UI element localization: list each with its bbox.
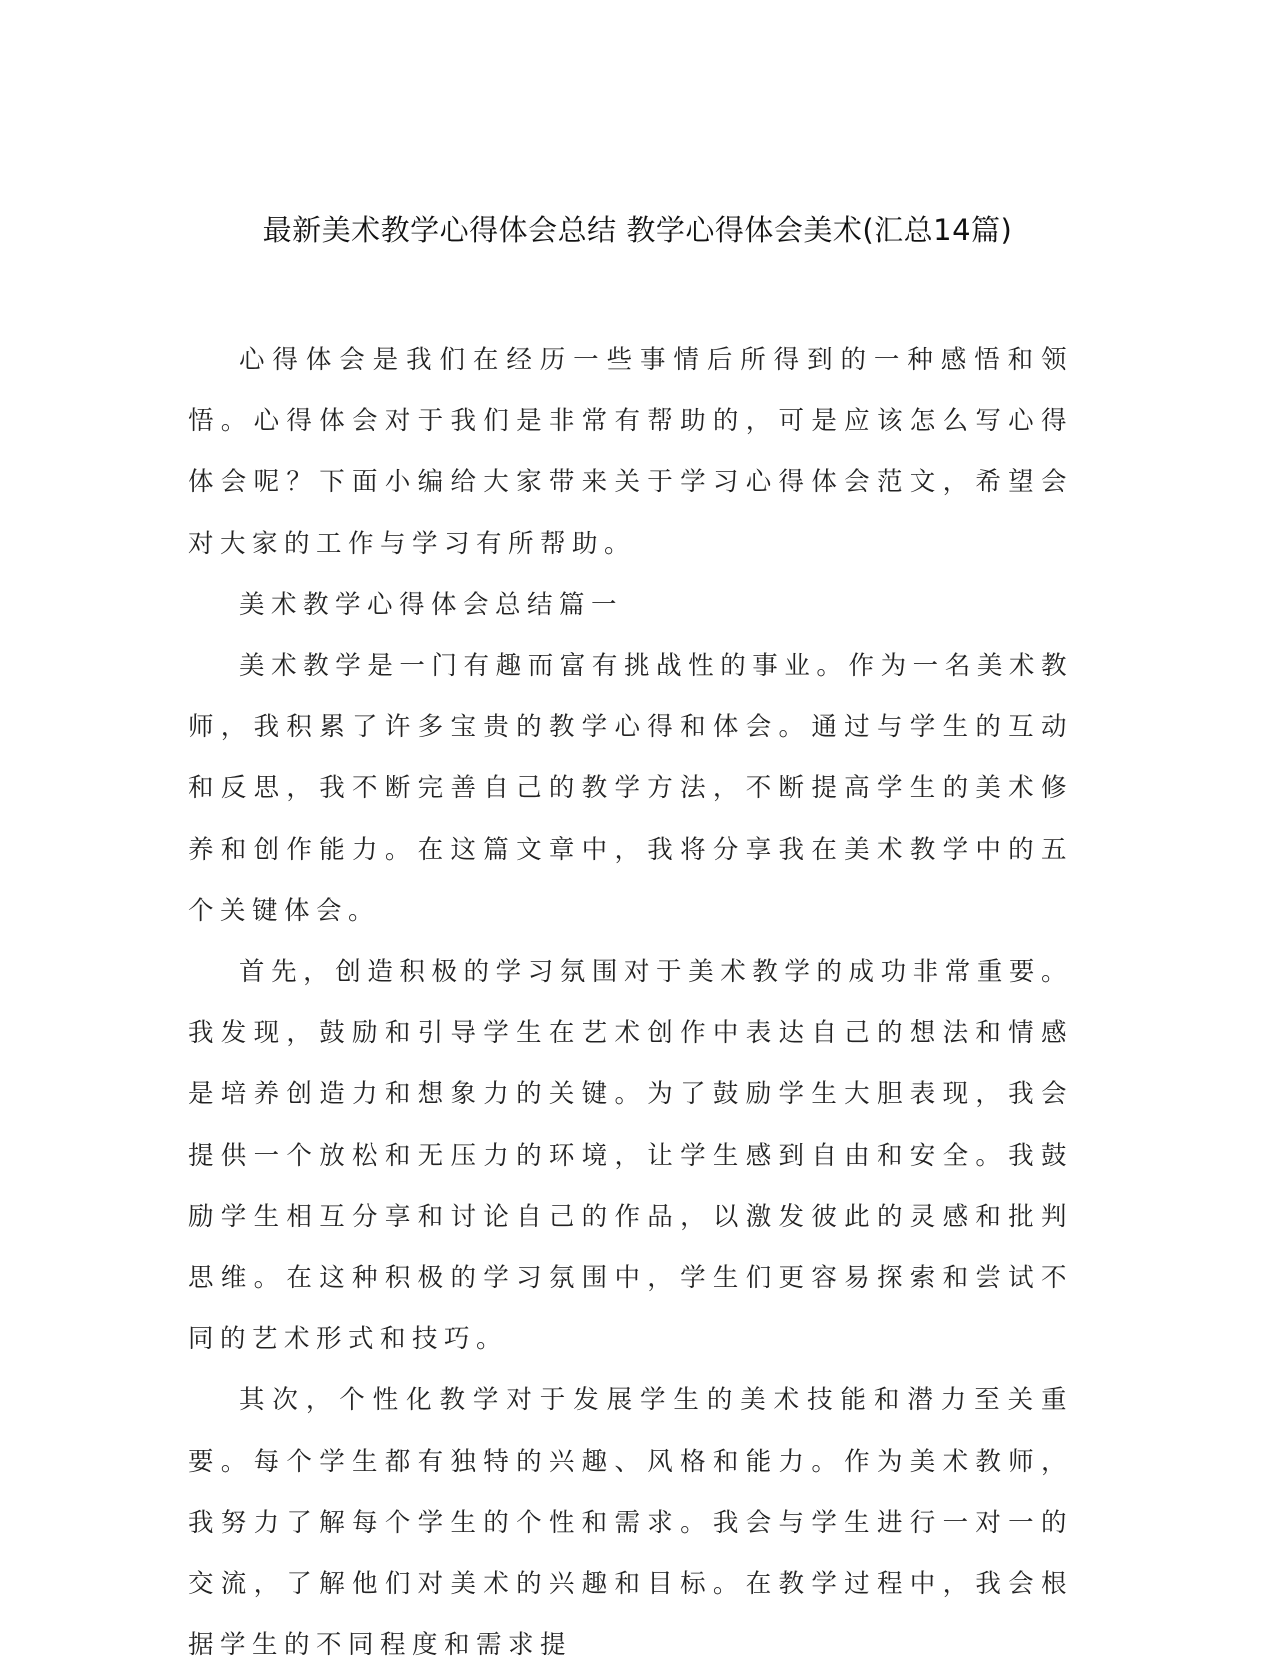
document-title: 最新美术教学心得体会总结 教学心得体会美术(汇总14篇) bbox=[262, 213, 1013, 247]
body-paragraph: 其次，个性化教学对于发展学生的美术技能和潜力至关重要。每个学生都有独特的兴趣、风格和能力。作为美术教师，我努力了解每个学生的个性和需求。我会与学生进行一对一的交流，了解他们对美术的兴趣和目标。在教学过程中，我会根据学生的不同程度和需求提 bbox=[188, 1385, 1073, 1661]
section-heading: 美术教学心得体会总结篇一 bbox=[239, 589, 624, 620]
intro-paragraph: 心得体会是我们在经历一些事情后所得到的一种感悟和领悟。心得体会对于我们是非常有帮助的，可是应该怎么写心得体会呢？下面小编给大家带来关于学习心得体会范文，希望会对大家的工作与学习有所帮助。 bbox=[188, 345, 1073, 559]
body-paragraph: 首先，创造积极的学习氛围对于美术教学的成功非常重要。我发现，鼓励和引导学生在艺术创作中表达自己的想法和情感是培养创造力和想象力的关键。为了鼓励学生大胆表现，我会提供一个放松和无压力的环境，让学生感到自由和安全。我鼓励学生相互分享和讨论自己的作品，以激发彼此的灵感和批判思维。在这种积极的学习氛围中，学生们更容易探索和尝试不同的艺术形式和技巧。 bbox=[188, 957, 1073, 1355]
document-body bbox=[188, 330, 1073, 1676]
body-paragraph: 美术教学是一门有趣而富有挑战性的事业。作为一名美术教师，我积累了许多宝贵的教学心得和体会。通过与学生的互动和反思，我不断完善自己的教学方法，不断提高学生的美术修养和创作能力。在这篇文章中，我将分享我在美术教学中的五个关键体会。 bbox=[188, 651, 1073, 926]
